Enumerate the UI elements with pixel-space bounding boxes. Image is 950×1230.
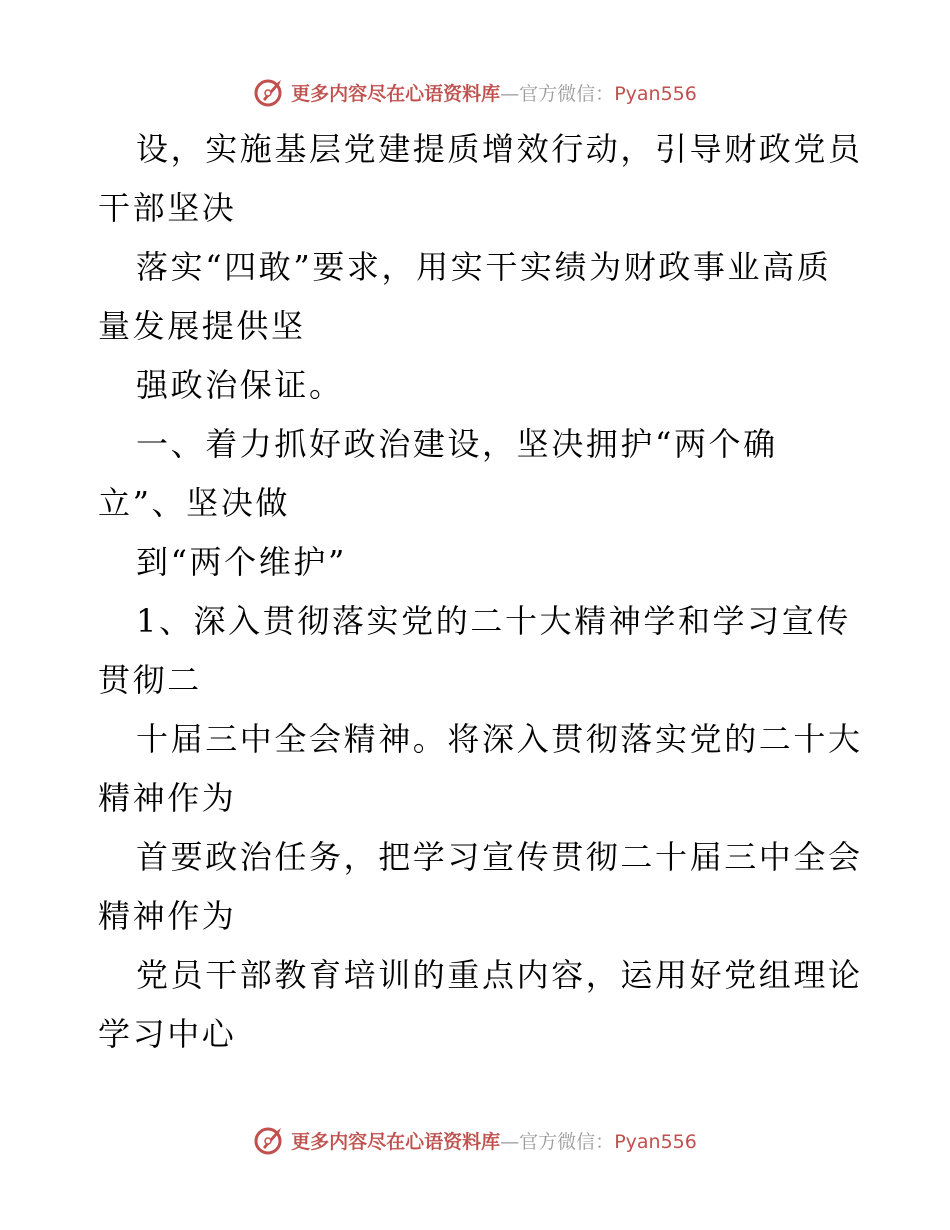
text-line: 精神作为 xyxy=(98,779,237,817)
text-line: 党员干部教育培训的重点内容，运用好党组理论 xyxy=(136,956,863,994)
text-line: 精神作为 xyxy=(98,897,237,935)
document-body xyxy=(98,120,863,1064)
section-heading: 一、着力抓好政治建设，坚决拥护“两个确 xyxy=(136,425,778,463)
text-line: 贯彻二 xyxy=(98,661,202,699)
text-line: 首要政治任务，把学习宣传贯彻二十届三中全会 xyxy=(136,838,863,876)
text-line: 1、深入贯彻落实党的二十大精神学和学习宣传 xyxy=(136,602,851,640)
section-heading-continued: 到“两个维护” xyxy=(136,543,347,581)
watermark-text xyxy=(291,1127,697,1154)
text-line: 落实“四敢”要求，用实干实绩为财政事业高质 xyxy=(136,248,832,286)
text-line: 设，实施基层党建提质增效行动，引导财政党员 xyxy=(136,130,863,168)
watermark-text xyxy=(291,79,697,106)
watermark-wechat-id: Pyan556 xyxy=(614,1130,697,1153)
header-watermark xyxy=(0,72,950,112)
text-line: 十届三中全会精神。将深入贯彻落实党的二十大 xyxy=(136,720,863,758)
pen-logo-icon xyxy=(253,1123,287,1157)
watermark-site-name: 更多内容尽在心语资料库 xyxy=(291,82,501,105)
text-line: 强政治保证。 xyxy=(136,366,344,404)
watermark-wechat-id: Pyan556 xyxy=(614,82,697,105)
watermark-site-name: 更多内容尽在心语资料库 xyxy=(291,1130,501,1153)
text-line: 学习中心 xyxy=(98,1015,237,1053)
footer-watermark xyxy=(0,1120,950,1160)
watermark-label: —官方微信： xyxy=(500,1130,615,1153)
watermark-label: —官方微信： xyxy=(500,82,615,105)
text-line: 干部坚决 xyxy=(98,189,237,227)
pen-logo-icon xyxy=(253,75,287,109)
text-line: 量发展提供坚 xyxy=(98,307,306,345)
section-heading-continued: 立”、坚决做 xyxy=(98,484,290,522)
